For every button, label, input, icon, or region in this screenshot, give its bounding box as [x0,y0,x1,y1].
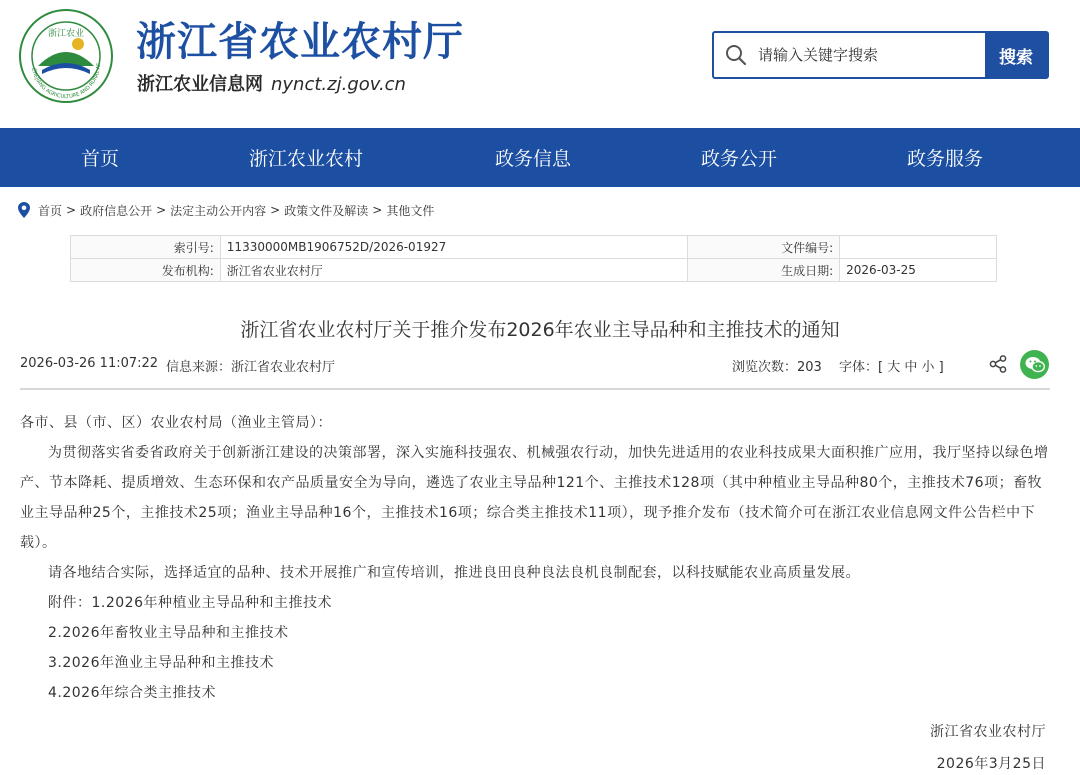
department-logo[interactable] [18,8,114,104]
doc-number-value [840,236,997,259]
breadcrumb-policy-docs[interactable]: 政策文件及解读 [284,203,369,218]
search-icon [714,33,758,77]
salutation: 各市、县（市、区）农业农村局（渔业主管局）： [20,415,332,431]
breadcrumb [18,200,434,220]
share-icon[interactable] [988,354,1008,378]
created-date-label: 生成日期: [688,259,840,282]
attachment-item[interactable]: 2.2026年畜牧业主导品种和主推技术 [48,625,289,641]
signature-org: 浙江省农业农村厅 [930,724,1046,740]
site-header [0,0,1080,128]
nav-item-gov-disclosure[interactable]: 政务公开 [700,148,777,170]
main-nav [0,128,1080,187]
index-value: 11330000MB1906752D/2026-01927 [220,236,688,259]
search-box [712,31,1049,79]
nav-item-zhejiang-agriculture[interactable]: 浙江农业农村 [248,148,363,170]
breadcrumb-statutory-content[interactable]: 法定主动公开内容 [170,203,267,218]
subtitle-name: 浙江农业信息网 [137,74,263,95]
publisher-label: 发布机构: [71,259,221,282]
breadcrumb-separator: > [372,203,383,217]
index-label: 索引号: [71,236,221,259]
view-count: 浏览次数：203 [732,360,822,375]
logo-english-text: ZHEJIANG AGRICULTURE AND RURAL AF [30,62,103,101]
breadcrumb-separator: > [66,203,77,217]
info-source: 信息来源：浙江省农业农村厅 [166,360,336,375]
article-info-bar [20,352,1050,378]
breadcrumb-other-docs[interactable]: 其他文件 [386,203,435,218]
logo-chinese-text: 浙江农业 [47,29,85,39]
wechat-icon[interactable] [1020,350,1049,379]
nav-item-gov-info[interactable]: 政务信息 [494,148,571,170]
search-input[interactable] [758,33,985,77]
publish-datetime: 2026-03-26 11:07:22 [20,356,159,371]
article-title: 浙江省农业农村厅关于推介发布2026年农业主导品种和主推技术的通知 [240,319,840,341]
attachment-item[interactable]: 3.2026年渔业主导品种和主推技术 [48,655,274,671]
breadcrumb-separator: > [270,203,281,217]
created-date-value: 2026-03-25 [840,259,997,282]
nav-item-home[interactable]: 首页 [80,148,119,170]
attachment-item[interactable]: 4.2026年综合类主推技术 [48,685,216,701]
search-button[interactable]: 搜索 [985,33,1047,77]
signature-date: 2026年3月25日 [936,756,1046,772]
breadcrumb-separator: > [156,203,167,217]
site-domain: nynct.zj.gov.cn [271,74,406,95]
signature-block [930,716,1046,775]
nav-item-gov-service[interactable]: 政务服务 [906,148,983,170]
site-subtitle [137,70,406,96]
publisher-value: 浙江省农业农村厅 [220,259,688,282]
article-body [20,408,1050,708]
paragraph: 请各地结合实际，选择适宜的品种、技术开展推广和宣传培训，推进良田良种良法良机良制配套，以科技赋能农业高质量发展。 [48,565,860,581]
table-row [71,259,997,282]
location-pin-icon [18,202,30,218]
paragraph: 为贯彻落实省委省政府关于创新浙江建设的决策部署，深入实施科技强农、机械强农行动，加快先进适用的农业科技成果大面积推广应用，我厅坚持以绿色增产、节本降耗、提质增效、生态环保和农产品质量安全为导向，遴选了农业主导品种121个、主推技术128项（其中种植业主导品种80个，主推技术76项；畜牧业主导品种25个，主推技术25项；渔业主导品种16个，主推技术16项；综合类主推技术11项），现予推介发布（技术简介可在浙江农业信息网文件公告栏中下载）。 [20,445,1049,551]
table-row [71,236,997,259]
breadcrumb-home[interactable]: 首页 [38,203,63,218]
document-meta-table [70,235,997,282]
article-divider [20,388,1050,390]
breadcrumb-gov-info-disclosure[interactable]: 政府信息公开 [80,203,153,218]
font-size-switcher[interactable]: 字体：[ 大 中 小 ] [839,360,944,375]
site-title[interactable]: 浙江省农业农村厅 [136,19,464,65]
doc-number-label: 文件编号: [688,236,840,259]
attachment-item[interactable]: 附件：1.2026年种植业主导品种和主推技术 [48,595,332,611]
